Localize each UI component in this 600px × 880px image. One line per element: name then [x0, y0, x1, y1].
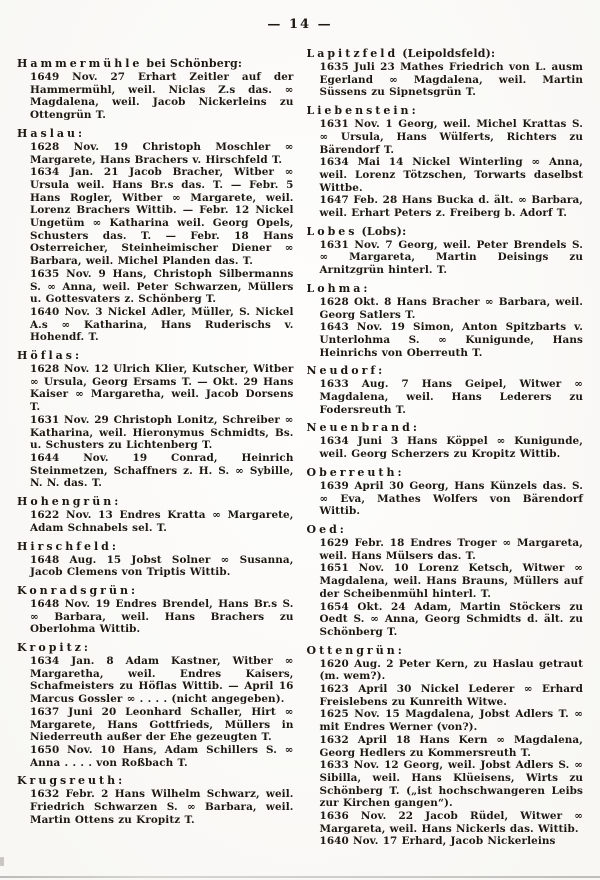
section-heading: [17, 127, 294, 140]
section-heading: [17, 349, 294, 362]
heading-suffix: :: [397, 643, 402, 657]
record-entry: 1654 Okt. 24 Adam, Martin Stöckers zu Oedt S. ∞ Anna, Georg Schmidts d. ält. zu Schönberg T.: [319, 600, 583, 638]
heading-suffix: (Lobs):: [357, 224, 407, 238]
record-entry: 1633 Nov. 12 Georg, weil. Jobst Adlers S. ∞ Sibilla, weil. Hans Klüeisens, Wirts zu Schönberg T. („ist hochschwangeren Leibs zur Kirchen gangen“).: [319, 759, 583, 810]
section-heading: [307, 282, 584, 295]
place-name: Ottengrün: [306, 643, 398, 657]
record-entry: 1643 Nov. 19 Simon, Anton Spitzbarts v. Unterlohma S. ∞ Kunigunde, Hans Heinrichs von Oberreuth T.: [319, 321, 583, 359]
section-heading: [17, 774, 294, 787]
record-entry: 1651 Nov. 10 Lorenz Ketsch, Witwer ∞ Magdalena, weil. Hans Brauns, Müllers auf der Scheibenmühl hinterl. T.: [319, 562, 583, 600]
record-entry: 1625 Nov. 15 Magdalena, Jobst Adlers T. ∞ mit Endres Werner (von?).: [319, 708, 583, 734]
record-entry: 1632 April 18 Hans Kern ∞ Magdalena, Georg Hedlers zu Kommersreuth T.: [319, 733, 583, 759]
place-name: Lohma: [306, 281, 364, 295]
place-name: Liebenstein: [306, 104, 412, 118]
heading-suffix: (Leipoldsfeld):: [398, 47, 496, 60]
heading-suffix: :: [411, 104, 416, 118]
record-entry: 1650 Nov. 10 Hans, Adam Schillers S. ∞ Anna . . . . von Roßbach T.: [30, 743, 294, 769]
record-entry: 1628 Nov. 12 Ulrich Klier, Kutscher, Witber ∞ Ursula, Georg Ersams T. — Okt. 29 Hans Kaiser ∞ Margaretha, weil. Jacob Dorsens T.: [30, 363, 294, 414]
place-name: Oed: [306, 522, 340, 536]
record-entry: 1634 Mai 14 Nickel Winterling ∞ Anna, weil. Lorenz Tötzschen, Torwarts daselbst Wittbe.: [319, 156, 583, 194]
record-entry: 1623 April 30 Nickel Lederer ∞ Erhard Freislebens zu Kunreith Witwe.: [319, 683, 583, 708]
place-name: Hirschfeld: [17, 539, 112, 553]
record-entry: 1629 Febr. 18 Endres Troger ∞ Margareta, weil. Hans Mülsers das. T.: [319, 536, 583, 562]
section-heading: [307, 421, 584, 434]
record-entry: 1634 Jan. 8 Adam Kastner, Witber ∞ Margaretha, weil. Endres Kaisers, Schafmeisters zu Höflas Wittib. — April 16 Marcus Gossler ∞ . . . . (nicht angegeben).: [30, 655, 294, 706]
heading-suffix: :: [378, 364, 383, 378]
heading-suffix: :: [339, 522, 345, 536]
place-name: Neudorf: [306, 364, 379, 378]
scan-edge-bottom: [0, 876, 600, 878]
heading-suffix: bei Schönberg:: [142, 57, 243, 70]
section-heading: [17, 540, 294, 553]
heading-suffix: :: [397, 465, 402, 479]
place-name: Konradsgrün: [17, 583, 131, 597]
record-entry: 1631 Nov. 29 Christoph Lonitz, Schreiber ∞ Katharina, weil. Hieronymus Schmidts, Bs. u. Schusters zu Lichtenberg T.: [30, 413, 294, 452]
section-heading: [17, 495, 294, 508]
heading-suffix: :: [111, 539, 117, 553]
record-entry: 1648 Aug. 15 Jobst Solner ∞ Susanna, Jacob Clemens von Triptis Wittib.: [30, 553, 294, 579]
record-entry: 1631 Nov. 1 Georg, weil. Michel Krattas S. ∞ Ursula, Hans Wülferts, Richters zu Bärendorf T.: [319, 118, 583, 156]
section-heading: [307, 466, 584, 479]
record-entry: 1620 Aug. 2 Peter Kern, zu Haslau getraut (m. wem?).: [319, 657, 583, 683]
heading-suffix: :: [118, 774, 123, 788]
section-heading: [307, 644, 584, 657]
place-name: Krugsreuth: [17, 774, 119, 788]
record-entry: 1640 Nov. 3 Nickel Adler, Müller, S. Nickel A.s ∞ Katharina, Hans Ruderischs v. Hohendf. T.: [30, 305, 294, 344]
place-name: Neuenbrand: [306, 421, 413, 435]
record-entry: 1635 Nov. 9 Hans, Christoph Silbermanns S. ∞ Anna, weil. Peter Schwarzen, Müllers u. Gottesvaters z. Schönberg T.: [30, 267, 294, 306]
section-heading: [307, 225, 584, 238]
scan-artifact-mark: [0, 857, 4, 866]
record-entry: 1644 Nov. 19 Conrad, Heinrich Steinmetzen, Schaffners z. H. S. ∞ Sybille, N. N. das. T.: [30, 451, 294, 490]
record-entry: 1631 Nov. 7 Georg, weil. Peter Brendels S. ∞ Margareta, Martin Deisings zu Arnitzgrün hinterl. T.: [319, 238, 583, 277]
record-entry: 1628 Okt. 8 Hans Bracher ∞ Barbara, weil. Georg Satlers T.: [319, 295, 583, 321]
heading-suffix: :: [74, 349, 80, 363]
two-column-layout: [0, 42, 600, 848]
section-heading: [307, 364, 584, 377]
section-heading: [17, 641, 294, 654]
record-entry: 1636 Nov. 22 Jacob Rüdel, Witwer ∞ Margareta, weil. Hans Nickerls das. Wittib.: [319, 810, 583, 835]
place-name: Hohengrün: [17, 495, 115, 509]
record-entry: 1633 Aug. 7 Hans Geipel, Witwer ∞ Magdalena, weil. Hans Lederers zu Fodersreuth T.: [319, 378, 583, 416]
heading-suffix: :: [363, 281, 368, 295]
section-heading: [307, 47, 584, 60]
record-entry: 1634 Juni 3 Hans Köppel ∞ Kunigunde, weil. Georg Scherzers zu Kropitz Wittib.: [319, 435, 583, 461]
record-entry: 1635 Juli 23 Mathes Friedrich von L. ausm Egerland ∞ Magdalena, weil. Martin Süssens zu Sipnetsgrün T.: [319, 61, 583, 99]
place-name: Lobes: [306, 224, 358, 238]
heading-suffix: :: [130, 583, 136, 597]
heading-suffix: :: [83, 641, 89, 655]
column-left: [17, 52, 294, 848]
record-entry: 1648 Nov. 19 Endres Brendel, Hans Br.s S. ∞ Barbara, weil. Hans Brachers zu Oberlohma Wittib.: [30, 597, 294, 636]
heading-suffix: :: [412, 421, 418, 435]
record-entry: 1649 Nov. 27 Erhart Zeitler auf der Hammermühl, weil. Niclas Z.s das. ∞ Magdalena, weil. Jacob Nickerleins zu Ottengrün T.: [30, 71, 294, 122]
section-heading: [307, 104, 584, 117]
place-name: Lapitzfeld: [306, 47, 399, 60]
heading-suffix: :: [114, 495, 119, 509]
record-entry: 1632 Febr. 2 Hans Wilhelm Schwarz, weil. Friedrich Schwarzen S. ∞ Barbara, weil. Martin Ottens zu Kropitz T.: [30, 788, 294, 826]
column-right: [307, 42, 584, 848]
record-entry: 1622 Nov. 13 Endres Kratta ∞ Margarete, Adam Schnabels sel. T.: [30, 509, 294, 534]
section-heading: [17, 584, 294, 597]
record-entry: 1628 Nov. 19 Christoph Moschler ∞ Margarete, Hans Brachers v. Hirschfeld T.: [30, 140, 294, 166]
place-name: Oberreuth: [306, 465, 398, 479]
place-name: Haslau: [17, 126, 79, 140]
heading-suffix: :: [78, 126, 83, 140]
record-entry: 1647 Feb. 28 Hans Bucka d. ält. ∞ Barbara, weil. Erhart Peters z. Freiberg b. Adorf T.: [319, 194, 583, 220]
record-entry: 1640 Nov. 17 Erhard, Jacob Nickerleins: [319, 835, 556, 848]
section-heading: [17, 57, 294, 70]
place-name: Hammermühle: [17, 57, 143, 70]
page-number: — 14 —: [267, 17, 333, 32]
record-entry: 1637 Juni 20 Leonhard Schaller, Hirt ∞ Margarete, Hans Gottfrieds, Müllers in Niederreuth außer der Ehe gezeugten T.: [30, 705, 294, 744]
place-name: Höflas: [17, 349, 75, 363]
place-name: Kropitz: [17, 641, 84, 655]
record-entry: 1639 April 30 Georg, Hans Künzels das. S. ∞ Eva, Mathes Wolfers von Bärendorf Wittib.: [319, 479, 583, 518]
record-entry: 1634 Jan. 21 Jacob Bracher, Witber ∞ Ursula weil. Hans Br.s das. T. — Febr. 5 Hans Rogler, Witber ∞ Margarete, weil. Lorenz Brachers Wittib. — Febr. 12 Nickel Ungetüm ∞ Katharina weil. Georg Opels, Schusters das. T. — Febr. 18 Hans Osterreicher, Steinheimischer Diener ∞ Barbara, weil. Michel Planden das. T.: [30, 166, 294, 268]
section-heading: [307, 523, 584, 536]
